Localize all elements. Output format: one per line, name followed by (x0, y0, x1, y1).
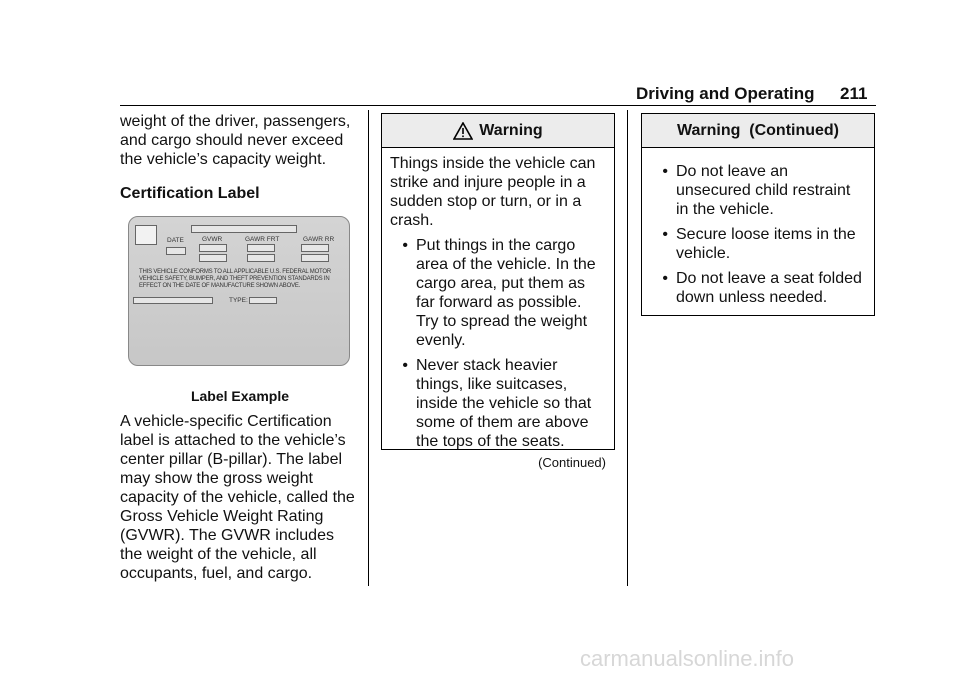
label-legal-text: THIS VEHICLE CONFORMS TO ALL APPLICABLE U.S. FEDERAL MOTOR VEHICLE SAFETY, BUMPER, AND THEFT PREVENTION STANDARDS IN EFFECT ON THE DATE OF MANUFACTURE SHOWN ABOVE. (139, 269, 332, 289)
bullet-icon: • (402, 357, 408, 374)
list-item (650, 162, 866, 219)
bullet-icon: • (662, 163, 668, 180)
warning-continued-body (642, 148, 874, 307)
bullet-icon: • (402, 237, 408, 254)
warning-continued-box (641, 113, 875, 316)
warning-intro: Things inside the vehicle can strike and injure people in a sudden stop or turn, or in a crash. (390, 155, 596, 229)
list-item-text: Do not leave a seat folded down unless needed. (676, 270, 862, 306)
bullet-icon: • (662, 226, 668, 243)
page-number: 211 (840, 84, 868, 103)
label-date: DATE (167, 237, 184, 244)
list-item-text: Put things in the cargo area of the vehicle. In the cargo area, put them as far forward as possible. Try to spread the weight evenly. (416, 237, 596, 349)
page-header (0, 84, 960, 106)
column-divider-1 (368, 110, 369, 586)
gvwr-field-2 (199, 254, 227, 262)
label-type: TYPE: (229, 297, 248, 304)
label-logo-box (135, 225, 157, 245)
watermark: carmanualsonline.info (580, 646, 795, 671)
label-gvwr: GVWR (202, 236, 223, 243)
list-item-text: Never stack heavier things, like suitcases, inside the vehicle so that some of them are above the tops of the seats. (416, 357, 592, 450)
list-item (390, 236, 606, 350)
warning-box (381, 113, 615, 470)
figure-caption: Label Example (190, 388, 290, 404)
warning-body (382, 148, 614, 470)
type-field (249, 297, 277, 304)
header-rule (120, 105, 876, 106)
gawr-frt-field-2 (247, 254, 275, 262)
bullet-icon: • (662, 270, 668, 287)
paragraph-certification: A vehicle-specific Certification label is attached to the vehicle’s center pillar (B-pillar). The label may show the gross weight capacity of the vehicle, called the Gross Vehicle Weight Rating (GVWR). The GVWR includes the weight of the vehicle, all occupants, fuel, and cargo. (120, 413, 355, 582)
label-name-field (191, 225, 297, 233)
paragraph-capacity: weight of the driver, passengers, and cargo should never exceed the vehicle’s capacity weight. (120, 113, 351, 168)
column-1 (120, 112, 360, 582)
vin-field (133, 297, 213, 304)
column-divider-2 (627, 110, 628, 586)
label-gawr-frt: GAWR FRT (245, 236, 280, 243)
subheading-certification-label: Certification Label (120, 185, 260, 202)
warning-triangle-icon (453, 122, 473, 140)
continued-note: (Continued) (538, 455, 606, 470)
gawr-rr-field-2 (301, 254, 329, 262)
warning-continued-title-bar (642, 114, 874, 148)
warning-continued-title: Warning (Continued) (676, 121, 840, 139)
list-item (650, 225, 866, 263)
warning-title: Warning (479, 121, 543, 139)
gawr-rr-field-1 (301, 244, 329, 252)
list-item (390, 356, 606, 451)
gawr-frt-field-1 (247, 244, 275, 252)
certification-label-figure (128, 216, 350, 366)
list-item-text: Do not leave an unsecured child restraint in the vehicle. (676, 163, 851, 218)
gvwr-field-1 (199, 244, 227, 252)
list-item-text: Secure loose items in the vehicle. (676, 226, 856, 262)
date-field (166, 247, 186, 255)
section-title: Driving and Operating (636, 84, 815, 103)
list-item (650, 269, 866, 307)
warning-title-bar (382, 114, 614, 148)
label-gawr-rr: GAWR RR (303, 236, 335, 243)
